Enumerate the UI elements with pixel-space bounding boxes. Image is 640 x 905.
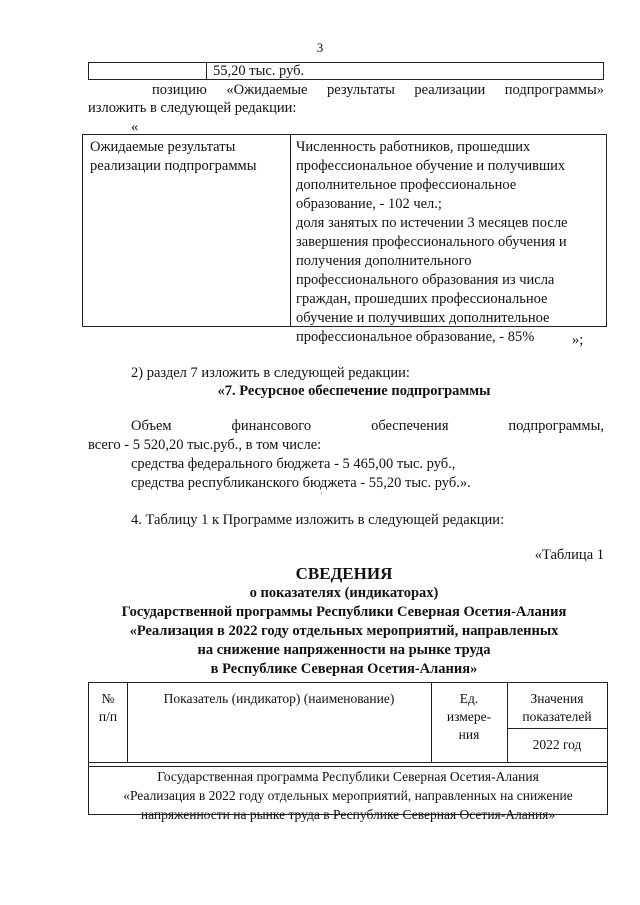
header-number-line: п/п <box>98 709 118 724</box>
strip-table <box>88 62 604 80</box>
header-indicator-name: Показатель (индикатор) (наименование) <box>163 691 395 706</box>
table-label: «Таблица 1 <box>534 547 604 563</box>
word: подпрограммы, <box>508 418 604 434</box>
quote-close: »; <box>572 332 584 348</box>
value-line: завершения профессионального обучения и <box>296 234 567 250</box>
word: реализации <box>414 82 486 98</box>
header-unit <box>431 690 507 744</box>
header-values-line: показателей <box>522 709 592 724</box>
paragraph-position-line2: изложить в следующей редакции: <box>88 100 297 116</box>
word: подпрограммы» <box>504 82 604 98</box>
value-line: профессиональное образование, - 85% <box>296 329 535 345</box>
paragraph-section7: 2) раздел 7 изложить в следующей редакции: <box>131 365 410 381</box>
row-divider <box>89 762 607 763</box>
results-divider <box>290 135 291 326</box>
results-table <box>82 134 607 345</box>
row-divider <box>507 728 607 729</box>
word: «Ожидаемые <box>226 82 308 98</box>
results-value-cell <box>296 138 601 347</box>
header-values-line: Значения <box>530 691 584 706</box>
word: позицию <box>152 82 207 98</box>
header-number <box>89 690 127 726</box>
label-line: Ожидаемые результаты <box>90 139 236 155</box>
program-row <box>89 767 607 824</box>
header-year: 2022 год <box>532 737 582 752</box>
title-svedeniya: СВЕДЕНИЯ <box>295 564 393 583</box>
page-number: 3 <box>316 40 324 55</box>
value-line: дополнительное профессиональное <box>296 177 517 193</box>
word: Объем <box>131 418 172 434</box>
financing-line1 <box>131 417 604 436</box>
value-line: образование, - 102 чел.; <box>296 196 442 212</box>
title-line: «Реализация в 2022 году отдельных мероприятий, направленных <box>129 623 559 639</box>
value-line: доля занятых по истечении 3 месяцев после <box>296 215 568 231</box>
financing-line2: всего - 5 520,20 тыс.руб., в том числе: <box>88 437 322 453</box>
value-line: профессионального образования из числа <box>296 272 555 288</box>
title-line: Государственной программы Республики Северная Осетия-Алания <box>121 604 567 620</box>
strip-value: 55,20 тыс. руб. <box>213 63 305 79</box>
results-label-cell <box>90 138 285 176</box>
indicators-table <box>88 682 608 822</box>
quote-open: « <box>131 119 139 135</box>
stray-mark: ` <box>320 491 323 501</box>
strip-divider <box>206 63 207 79</box>
title-line: в Республике Северная Осетия-Алания» <box>210 661 478 677</box>
value-line: граждан, прошедших профессиональное <box>296 291 548 307</box>
title-line: о показателях (индикаторах) <box>249 585 439 601</box>
label-line: реализации подпрограммы <box>90 158 257 174</box>
section7-heading: «7. Ресурсное обеспечение подпрограммы <box>217 383 491 399</box>
header-unit-line: Ед. <box>459 691 479 706</box>
word: результаты <box>327 82 395 98</box>
header-values <box>507 690 607 726</box>
financing-republic: средства республиканского бюджета - 55,20 тыс. руб.». <box>131 475 471 491</box>
header-unit-line: измере- <box>446 709 492 724</box>
word: обеспечения <box>371 418 449 434</box>
paragraph-position-line1 <box>152 81 604 100</box>
value-line: получения дополнительного <box>296 253 472 269</box>
financing-federal: средства федерального бюджета - 5 465,00 тыс. руб., <box>131 456 456 472</box>
title-line: на снижение напряженности на рынке труда <box>197 642 491 658</box>
paragraph-table1: 4. Таблицу 1 к Программе изложить в следующей редакции: <box>131 512 505 528</box>
value-line: обучение и получивших дополнительное <box>296 310 550 326</box>
program-line: Государственная программа Республики Северная Осетия-Алания <box>157 769 539 784</box>
program-line: напряженности на рынке труда в Республике Северная Осетия-Алания» <box>140 807 556 822</box>
word: финансового <box>231 418 312 434</box>
header-unit-line: ния <box>458 727 480 742</box>
value-line: профессиональное обучение и получивших <box>296 158 566 174</box>
value-line: Численность работников, прошедших <box>296 139 531 155</box>
program-line: «Реализация в 2022 году отдельных мероприятий, направленных на снижение <box>123 788 573 803</box>
header-number-line: № <box>101 691 115 706</box>
